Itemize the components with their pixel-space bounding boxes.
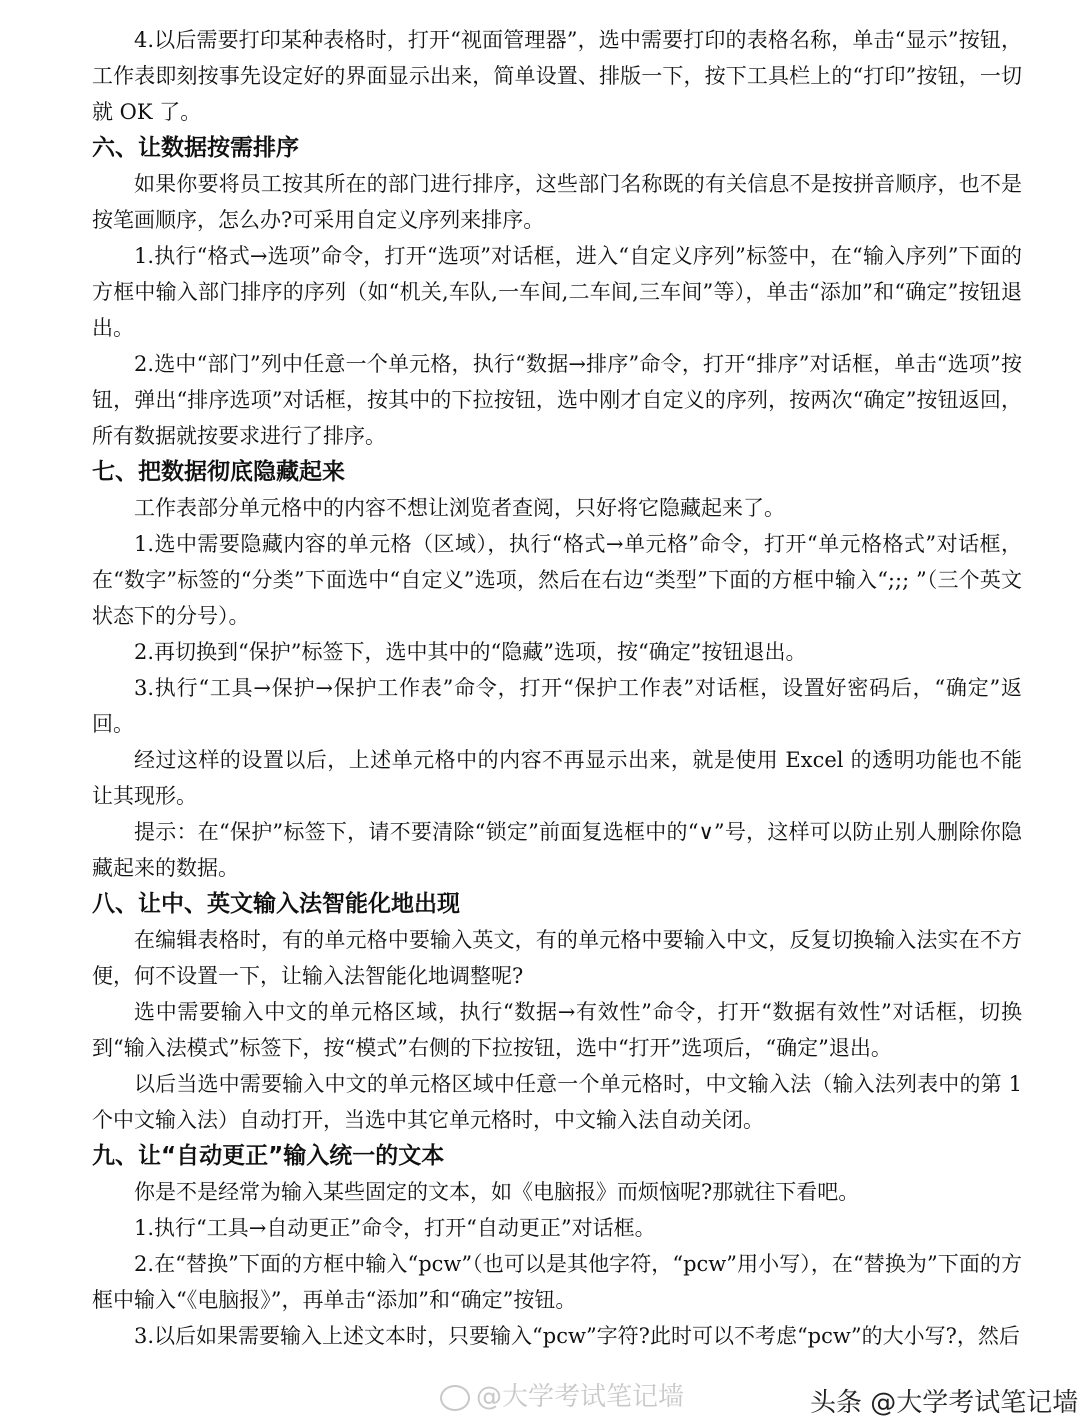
paragraph: 提示：在“保护”标签下，请不要清除“锁定”前面复选框中的“∨”号，这样可以防止别人删除你隐藏起来的数据。 <box>92 820 1022 880</box>
section-heading: 六、让数据按需排序 <box>92 135 299 161</box>
paragraph: 3.以后如果需要输入上述文本时，只要输入“pcw”字符?此时可以不考虑“pcw”的大小写?，然后 <box>134 1324 1020 1348</box>
section-heading: 九、让“自动更正”输入统一的文本 <box>92 1143 445 1169</box>
paragraph: 1.执行“工具→自动更正”命令，打开“自动更正”对话框。 <box>134 1216 656 1240</box>
document-body <box>92 22 1022 1354</box>
paragraph: 1.选中需要隐藏内容的单元格（区域），执行“格式→单元格”命令，打开“单元格格式”对话框，在“数字”标签的“分类”下面选中“自定义”选项，然后在右边“类型”下面的方框中输入“;;; ”（三个英文状态下的分号）。 <box>92 532 1022 628</box>
paragraph: 工作表部分单元格中的内容不想让浏览者查阅，只好将它隐藏起来了。 <box>134 496 785 520</box>
section-heading: 八、让中、英文输入法智能化地出现 <box>92 891 460 917</box>
weibo-logo-icon <box>440 1385 470 1411</box>
paragraph: 你是不是经常为输入某些固定的文本，如《电脑报》而烦恼呢?那就往下看吧。 <box>134 1180 860 1204</box>
paragraph: 2.在“替换”下面的方框中输入“pcw”（也可以是其他字符，“pcw”用小写），在“替换为”下面的方框中输入“《电脑报》”，再单击“添加”和“确定”按钮。 <box>92 1252 1022 1312</box>
toutiao-watermark: 头条 @大学考试笔记墙 <box>810 1388 1079 1418</box>
paragraph: 以后当选中需要输入中文的单元格区域中任意一个单元格时，中文输入法（输入法列表中的第 1 个中文输入法）自动打开，当选中其它单元格时，中文输入法自动关闭。 <box>92 1072 1022 1132</box>
paragraph: 经过这样的设置以后，上述单元格中的内容不再显示出来，就是使用 Excel 的透明功能也不能让其现形。 <box>92 748 1022 808</box>
section-heading: 七、把数据彻底隐藏起来 <box>92 459 345 485</box>
paragraph: 2.选中“部门”列中任意一个单元格，执行“数据→排序”命令，打开“排序”对话框，单击“选项”按钮，弹出“排序选项”对话框，按其中的下拉按钮，选中刚才自定义的序列，按两次“确定”按钮返回，所有数据就按要求进行了排序。 <box>92 352 1022 448</box>
weibo-watermark-text: @大学考试笔记墙 <box>476 1382 685 1412</box>
paragraph: 3.执行“工具→保护→保护工作表”命令，打开“保护工作表”对话框，设置好密码后，“确定”返回。 <box>92 676 1022 736</box>
paragraph: 在编辑表格时，有的单元格中要输入英文，有的单元格中要输入中文，反复切换输入法实在不方便，何不设置一下，让输入法智能化地调整呢? <box>92 928 1022 988</box>
paragraph: 如果你要将员工按其所在的部门进行排序，这些部门名称既的有关信息不是按拼音顺序，也不是按笔画顺序，怎么办?可采用自定义序列来排序。 <box>92 172 1022 232</box>
paragraph: 选中需要输入中文的单元格区域，执行“数据→有效性”命令，打开“数据有效性”对话框，切换到“输入法模式”标签下，按“模式”右侧的下拉按钮，选中“打开”选项后，“确定”退出。 <box>92 1000 1022 1060</box>
weibo-watermark <box>440 1376 684 1413</box>
paragraph: 2.再切换到“保护”标签下，选中其中的“隐藏”选项，按“确定”按钮退出。 <box>134 640 807 664</box>
paragraph: 1.执行“格式→选项”命令，打开“选项”对话框，进入“自定义序列”标签中，在“输入序列”下面的方框中输入部门排序的序列（如“机关,车队,一车间,二车间,三车间”等），单击“添加”和“确定”按钮退出。 <box>92 244 1022 340</box>
paragraph: 4.以后需要打印某种表格时，打开“视面管理器”，选中需要打印的表格名称，单击“显示”按钮，工作表即刻按事先设定好的界面显示出来，简单设置、排版一下，按下工具栏上的“打印”按钮，一切就 OK 了。 <box>92 28 1022 124</box>
